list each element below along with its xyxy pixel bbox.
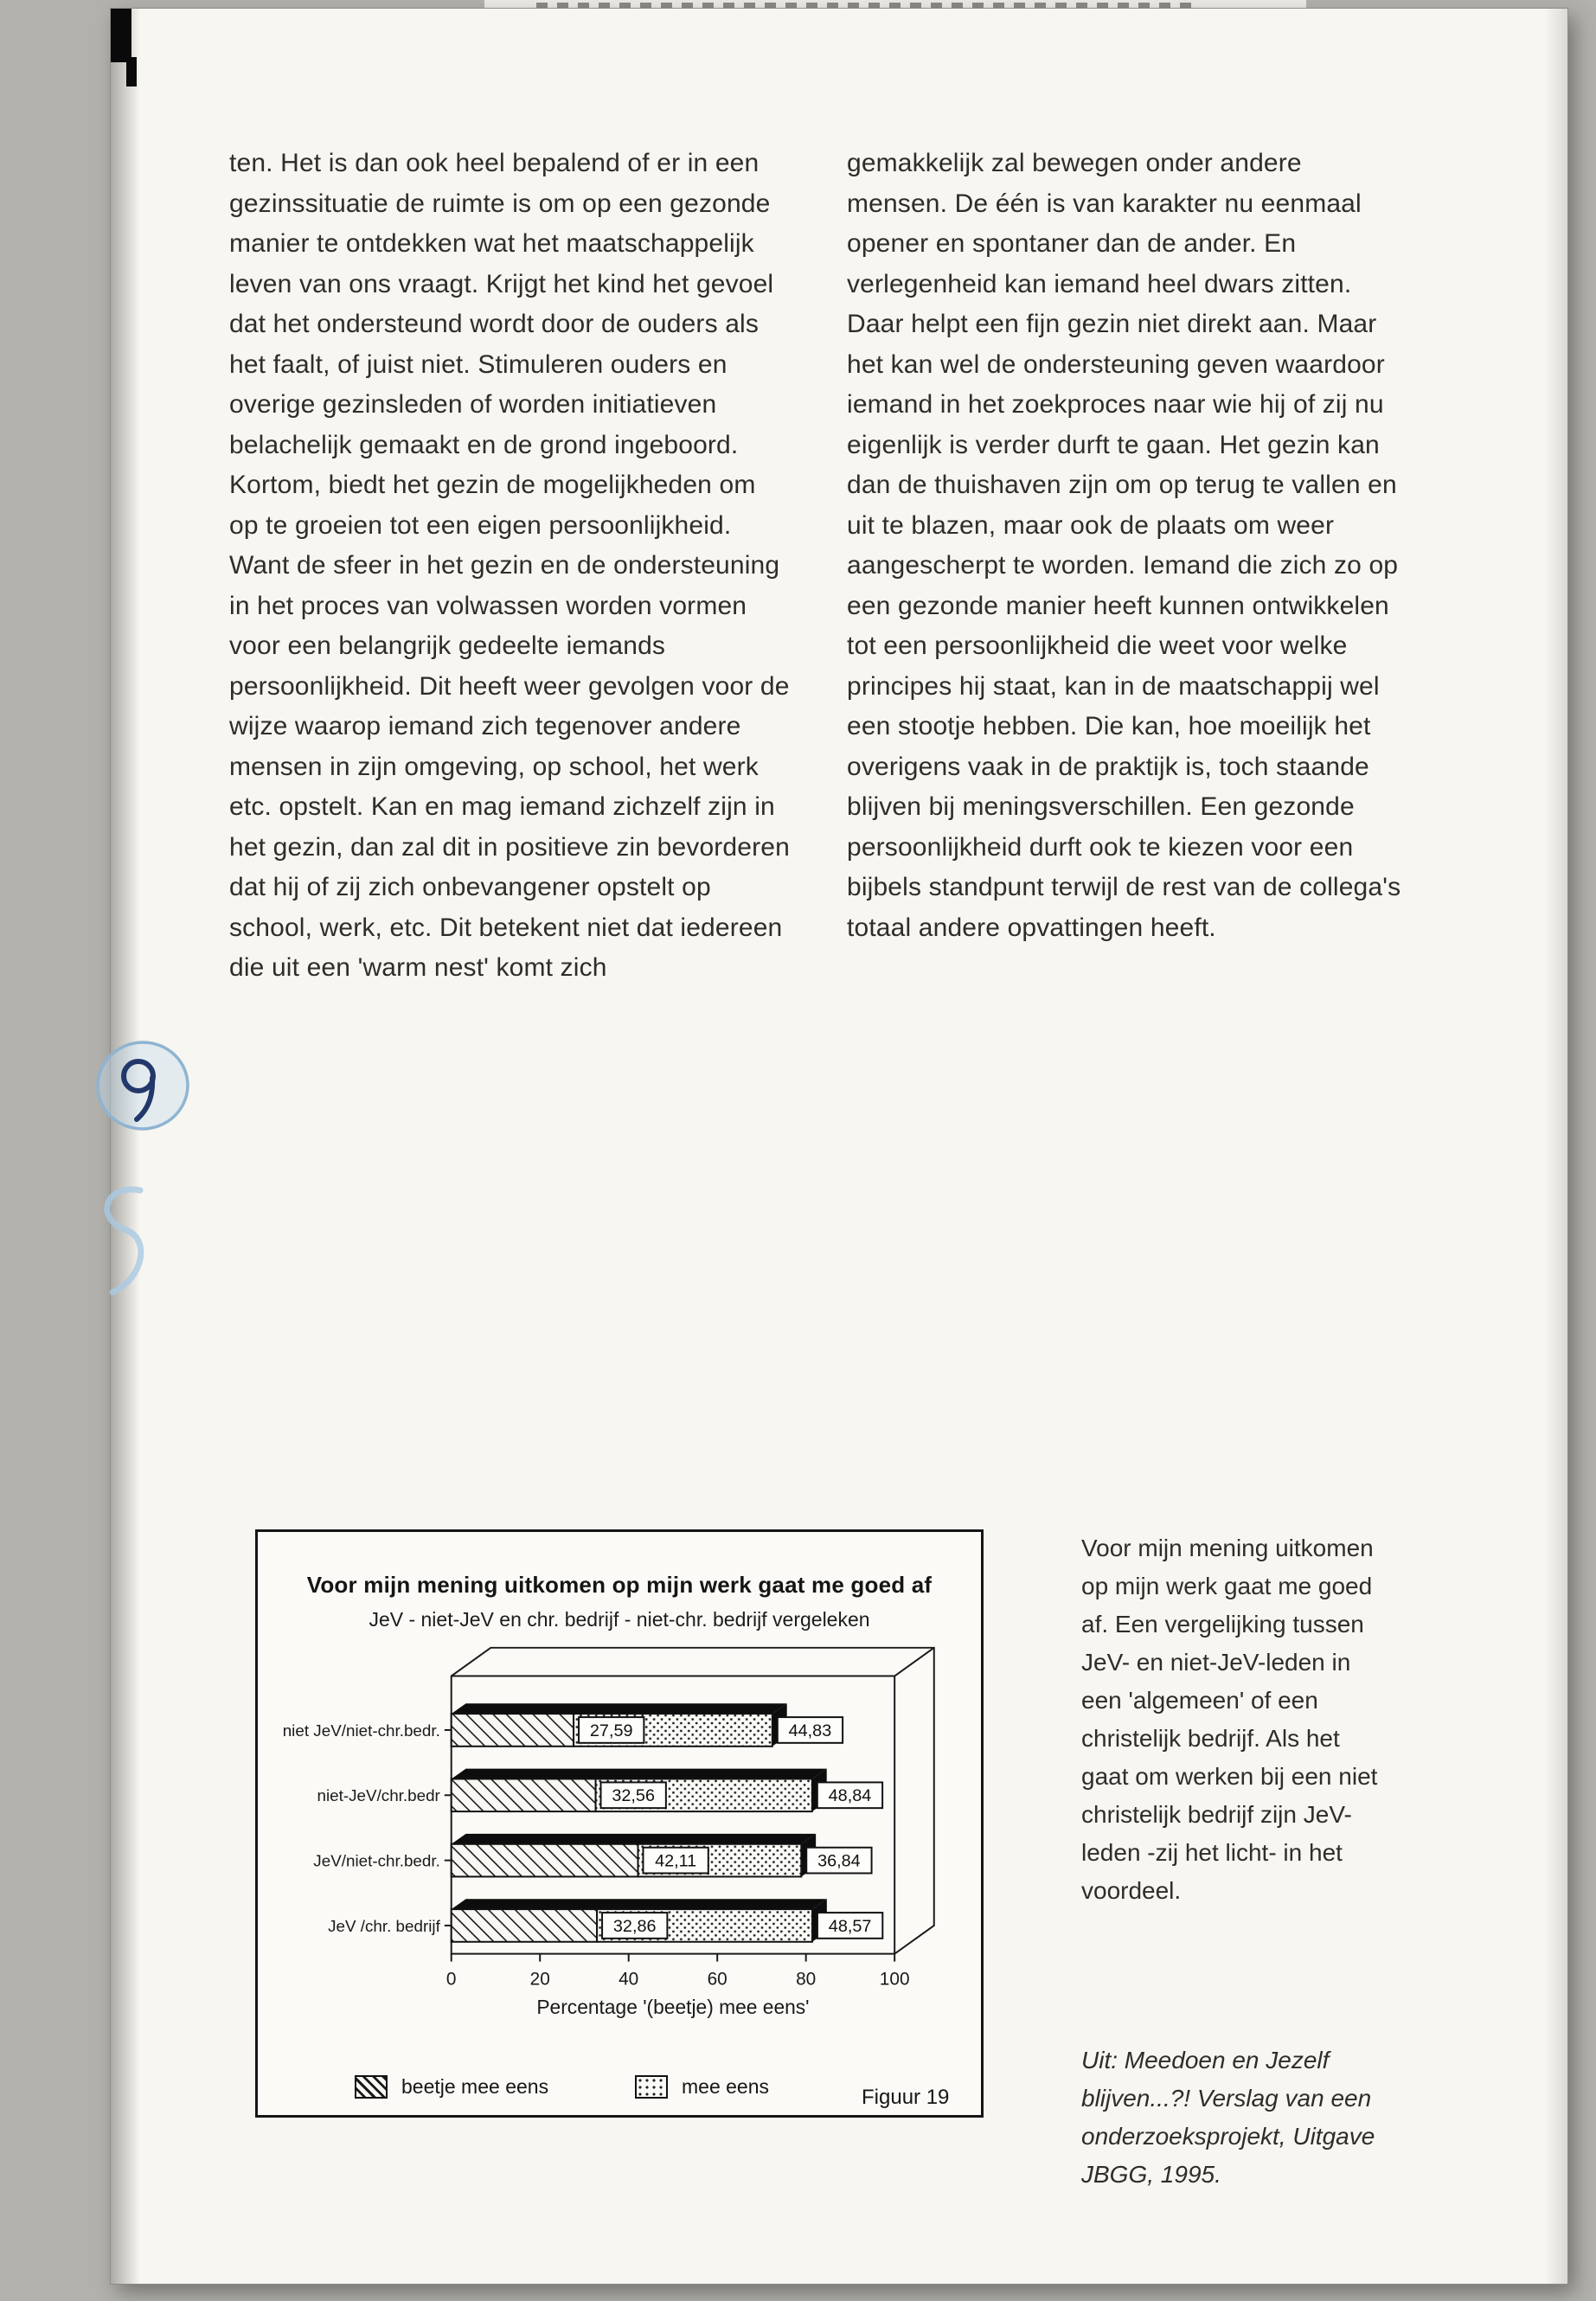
- bar-segment-beetje-mee-eens: [452, 1714, 574, 1747]
- value-label: 32,86: [612, 1916, 657, 1936]
- category-label: niet-JeV/chr.bedr: [317, 1786, 440, 1805]
- scan-edge-mark-small: [126, 57, 137, 87]
- source-citation: Uit: Meedoen en Jezelf blijven...?! Verslag van een onderzoeksprojekt, Uitgave JBGG, 1995.: [1081, 2047, 1375, 2188]
- figure-number: Figuur 19: [862, 2086, 950, 2109]
- plot-frame-corner: [894, 1648, 934, 1676]
- x-tick-label: 20: [529, 1969, 550, 1990]
- category-label: JeV /chr. bedrijf: [328, 1916, 440, 1935]
- value-label: 48,84: [828, 1786, 872, 1806]
- figure-sidebar-caption: Voor mijn mening uitkomen op mijn werk gaat me goed af. Een vergelijking tussen JeV- en niet-JeV-leden in een 'algemeen' of een christelijk bedrijf. Als het gaat om werken bij een niet christelijk bedrijf zijn JeV-leden -zij het licht- in het voordeel.: [1081, 1535, 1378, 1904]
- value-label: 44,83: [788, 1721, 832, 1740]
- bar-segment-beetje-mee-eens: [452, 1844, 638, 1877]
- bar-top-face: [452, 1769, 827, 1779]
- value-label: 27,59: [589, 1721, 633, 1740]
- x-tick-label: 60: [707, 1969, 727, 1990]
- article-column-left: ten. Het is dan ook heel bepalend of er in een gezinssituatie de ruimte is om op een gezonde manier te ontdekken wat het maatschappelijk leven van ons vraagt. Krijgt het kind het gevoel dat het ondersteund wordt door de ouders als het faalt, of juist niet. Stimuleren ouders en overige gezinsleden of worden initiatieven belachelijk gemaakt en de grond ingeboord. Kortom, biedt het gezin de mogelijkheden om op te groeien tot een eigen persoonlijkheid. Want de sfeer in het gezin en de ondersteuning in het proces van volwassen worden vormen voor een belangrijk gedeelte iemands persoonlijkheid. Dit heeft weer gevolgen voor de wijze waarop iemand zich tegenover andere mensen in zijn omgeving, op school, het werk etc. opstelt. Kan en mag iemand zichzelf zijn in het gezin, dan zal dit in positieve zin bevorderen dat hij of zij zich onbevangener opstelt op school, werk, etc. Dit betekent niet dat iedereen die uit een 'warm nest' komt zich: [229, 149, 790, 982]
- legend-label: mee eens: [682, 2075, 770, 2098]
- legend-label: beetje mee eens: [401, 2075, 549, 2098]
- bar-top-face: [452, 1834, 816, 1844]
- legend-swatch-hatch-icon: [355, 2075, 388, 2099]
- value-label: 42,11: [655, 1851, 697, 1871]
- bar-top-face: [452, 1899, 827, 1909]
- scan-edge-mark: [111, 9, 131, 62]
- article-column-right: gemakkelijk zal bewegen onder andere mensen. De één is van karakter nu eenmaal opener en spontaner dan de ander. En verlegenheid kan iemand heel dwars zitten. Daar helpt een fijn gezin niet direkt aan. Maar het kan wel de ondersteuning geven waardoor iemand in het zoekproces naar wie hij of zij nu eigenlijk is verder durft te gaan. Het gezin kan dan de thuishaven zijn om op terug te vallen en uit te blazen, maar ook de plaats om weer aangescherpt te worden. Iemand die zich zo op een gezonde manier heeft kunnen ontwikkelen tot een persoonlijkheid die weet voor welke principes hij staat, kan in de maatschappij wel een stootje hebben. Die kan, hoe moeilijk het overigens vaak in de praktijk is, toch staande blijven bij meningsverschillen. Een gezonde persoonlijkheid durft ook te kiezen voor een bijbels standpunt terwijl de rest van de collega's totaal andere opvattingen heeft.: [847, 149, 1401, 942]
- value-label: 48,57: [828, 1916, 872, 1936]
- figure-subtitle: JeV - niet-JeV en chr. bedrijf - niet-chr. bedrijf vergeleken: [369, 1608, 870, 1631]
- category-label: niet JeV/niet-chr.bedr.: [282, 1721, 440, 1740]
- bar-segment-beetje-mee-eens: [452, 1909, 597, 1942]
- figure-box: [255, 1529, 984, 2118]
- figure-title: Voor mijn mening uitkomen op mijn werk gaat me goed af: [306, 1572, 933, 1598]
- bar-top-face: [452, 1703, 787, 1714]
- handwritten-page-number: [92, 1023, 194, 1137]
- bar-segment-beetje-mee-eens: [452, 1779, 596, 1811]
- x-tick-label: 0: [445, 1969, 457, 1990]
- x-axis-title: Percentage '(beetje) mee eens': [536, 1996, 810, 2019]
- x-tick-label: 80: [796, 1969, 817, 1990]
- legend-swatch-dots-icon: [635, 2075, 668, 2099]
- legend-item-mee-eens: [635, 2075, 769, 2099]
- value-label: 36,84: [817, 1851, 861, 1871]
- legend-item-beetje-mee-eens: [355, 2075, 548, 2099]
- x-tick-label: 100: [879, 1969, 910, 1990]
- category-label: JeV/niet-chr.bedr.: [313, 1851, 440, 1870]
- handwritten-mark: [88, 1182, 156, 1307]
- cropped-text-edge: [536, 3, 1194, 8]
- document-page: [92, 9, 1567, 2284]
- x-tick-label: 40: [619, 1969, 639, 1990]
- value-label: 32,56: [612, 1786, 655, 1806]
- page-number-digit: 9: [92, 1023, 99, 1038]
